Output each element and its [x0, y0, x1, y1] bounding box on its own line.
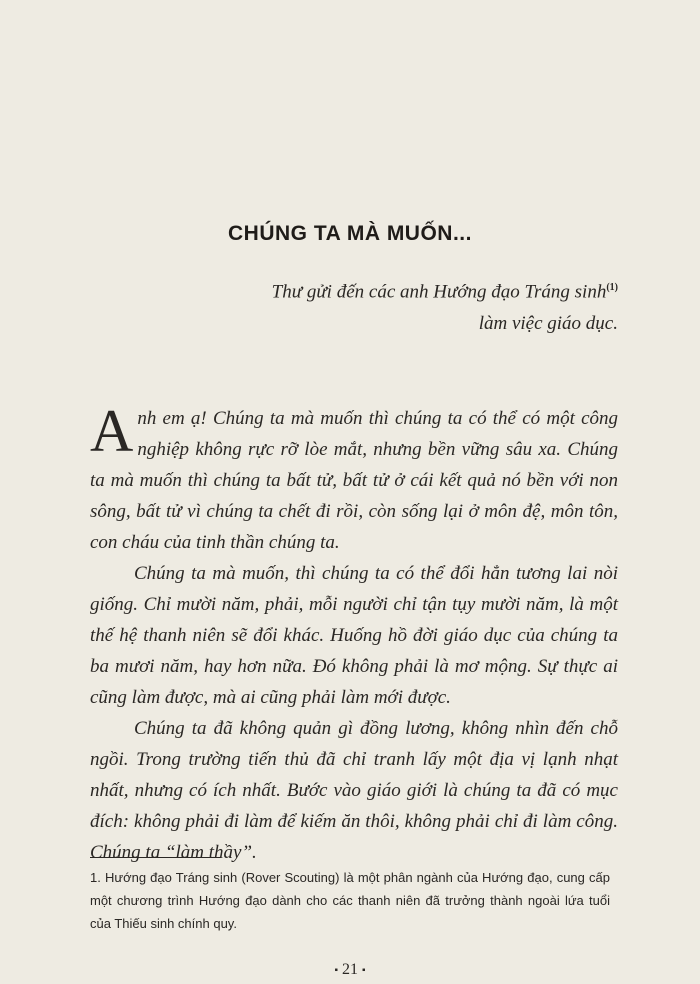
- page-marker-left: ▪: [334, 964, 338, 976]
- footnote: 1. Hướng đạo Tráng sinh (Rover Scouting) là một phân ngành của Hướng đạo, cung cấp một chương trình Hướng đạo dành cho các thanh niên đã trưởng thành ngoài lứa tuổi của Thiếu sinh chính quy.: [90, 870, 610, 931]
- dedication-text-1: Thư gửi đến các anh Hướng đạo Tráng sinh: [271, 281, 607, 303]
- dedication: [272, 272, 618, 340]
- page-number: [0, 961, 700, 979]
- paragraph-1: [90, 398, 618, 558]
- paragraph-2: Chúng ta mà muốn, thì chúng ta có thể đổi hẳn tương lai nòi giống. Chỉ mười năm, phải, mỗi người chỉ tận tụy mười năm, là một thế hệ thanh niên sẽ đổi khác. Huống hồ đời giáo dục của chúng ta ba mươi năm, hay hơn nữa. Đó không phải là mơ mộng. Sự thực ai cũng làm được, mà ai cũng phải làm mới được.: [90, 563, 618, 708]
- paragraph-1-text: nh em ạ! Chúng ta mà muốn thì chúng ta có thể có một công nghiệp không rực rỡ lòe mắt, nhưng bền vững sâu xa. Chúng ta mà muốn thì chúng ta bất tử, bất tử ở cái kết quả nó bền với non sông, bất tử vì chúng ta chết đi rồi, còn sống lại ở môn đệ, môn tôn, con cháu của tinh thần chúng ta.: [90, 408, 618, 553]
- dedication-line-2: làm việc giáo dục.: [478, 313, 618, 335]
- footnote-divider: [90, 857, 220, 858]
- paragraph-3: Chúng ta đã không quản gì đồng lương, không nhìn đến chỗ ngồi. Trong trường tiến thủ đã chỉ tranh lấy một địa vị lạnh nhạt nhất, nhưng có ích nhất. Bước vào giáo giới là chúng ta đã có mục đích: không phải đi làm để kiếm ăn thôi, không phải chỉ đi làm công. Chúng ta “làm thầy”.: [90, 718, 618, 863]
- page-marker-right: ▪: [362, 964, 366, 976]
- page-number-value: 21: [342, 961, 358, 978]
- drop-cap: A: [90, 398, 134, 464]
- dedication-line-1: [272, 272, 618, 308]
- body-text: [90, 398, 618, 868]
- footnote-reference: (1): [606, 282, 618, 293]
- chapter-title: CHÚNG TA MÀ MUỐN...: [228, 222, 472, 245]
